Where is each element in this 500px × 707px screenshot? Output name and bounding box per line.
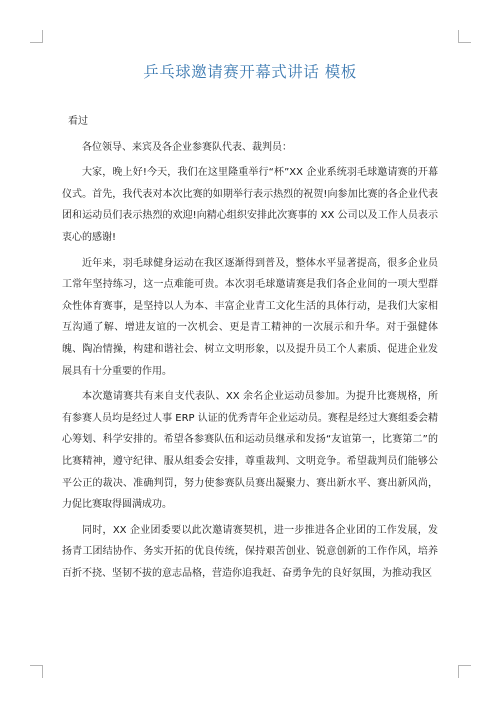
paragraph-opening: 大家，晚上好!今天，我们在这里隆重举行“杯”XX 企业系统羽毛球邀请赛的开幕仪式。首先，我代表对本次比赛的如期举行表示热烈的祝贺!向参加比赛的各企业代表团和运动员们表示热烈的欢迎!向精心组织安排此次赛事的 XX 公司以及工作人员表示衷心的感谢! <box>62 167 438 243</box>
crop-mark-bottom-left <box>30 665 43 678</box>
paragraph-viewed: 看过 <box>68 116 88 127</box>
paragraph-participants: 本次邀请赛共有来自支代表队、XX 余名企业运动员参加。为提升比赛规格，所有参赛人员均是经过人事 ERP 认证的优秀青年企业运动员。赛程是经过大赛组委会精心筹划、科学安排的。希望各参赛队伍和运动员继承和发扬“友谊第一，比赛第二”的比赛精神，遵守纪律、服从组委会安排，尊重裁判、文明竞争。希望裁判员们能够公平公正的裁决、准确判罚，努力使参赛队员赛出凝聚力、赛出新水平、赛出新风尚，力促比赛取得圆满成功。 <box>62 391 438 511</box>
crop-mark-bottom-right <box>458 665 471 678</box>
document-body <box>62 111 438 588</box>
paragraph-closing: 同时，XX 企业团委要以此次邀请赛契机，进一步推进各企业团的工作发展，发扬青工团结协作、务实开拓的优良传统，保持艰苦创业、锐意创新的工作作风，培养百折不挠、坚韧不拔的意志品格，营造你追我赶、奋勇争先的良好氛围，为推动我区 <box>62 524 438 579</box>
paragraph-background: 近年来，羽毛球健身运动在我区逐渐得到普及，整体水平显著提高，很多企业员工常年坚持练习，这一点难能可贵。本次羽毛球邀请赛是我们各企业间的一项大型群众性体育赛事，是坚持以人为本、丰富企业青工文化生活的具体行动，是我们大家相互沟通了解、增进友谊的一次机会、更是青工精神的一次展示和升华。对于强健体魄、陶冶情操，构建和谐社会、树立文明形象，以及提升员工个人素质、促进企业发展具有十分重要的作用。 <box>62 257 438 377</box>
paragraph-salutation: 各位领导、来宾及各企业参赛队代表、裁判员： <box>82 141 292 153</box>
crop-mark-top-left <box>30 30 43 43</box>
document-title: 乒乓球邀请赛开幕式讲话 模板 <box>143 63 357 81</box>
crop-mark-top-right <box>458 30 471 43</box>
